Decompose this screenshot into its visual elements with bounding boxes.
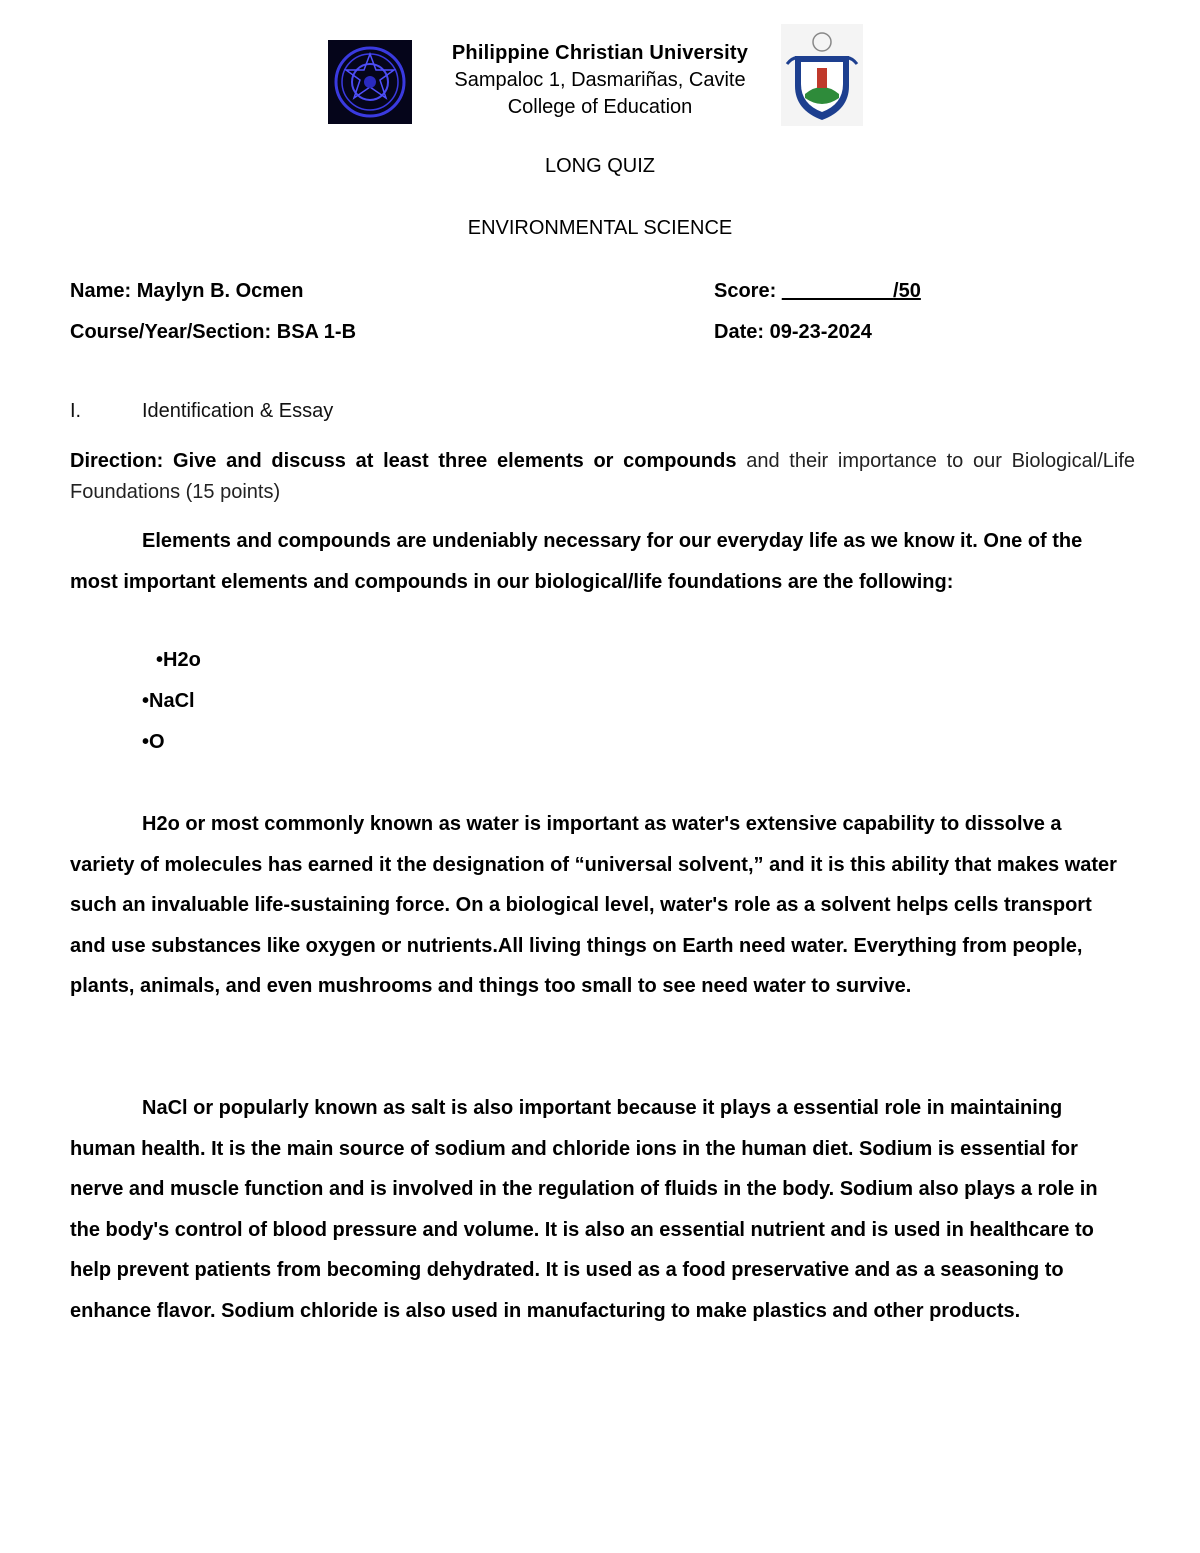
- score-label: Score:: [714, 280, 777, 302]
- quiz-title: LONG QUIZ: [544, 155, 655, 177]
- university-address: Sampaloc 1, Dasmariñas, Cavite: [454, 69, 746, 91]
- course-value: BSA 1-B: [276, 321, 357, 343]
- college-crest-icon: [781, 24, 863, 126]
- direction-rest: and their importance to our Biological/Life Foundations (15 points): [70, 450, 1135, 503]
- name-label: Name:: [70, 280, 132, 302]
- date-line: [714, 321, 872, 344]
- date-label: Date:: [714, 321, 765, 343]
- paragraph-nacl: NaCl or popularly known as salt is also important because it plays a essential role in maintaining human health. It is the main source of sodium and chloride ions in the human diet. Sodium is essential for nerve and muscle function and is involved in the regulation of fluids in the body. Sodium also plays a role in the body's control of blood pressure and volume. It is also an essential nutrient and is used in healthcare to help prevent patients from becoming dehydrated. It is used as a food preservative and as a seasoning to enhance flavor. Sodium chloride is also used in manufacturing to make plastics and other products.: [70, 1097, 1098, 1322]
- date-value: 09-23-2024: [769, 321, 872, 343]
- header-block: [420, 40, 780, 121]
- subject-title: ENVIRONMENTAL SCIENCE: [467, 217, 733, 239]
- course-line: [70, 321, 356, 344]
- direction-text: [70, 446, 1135, 508]
- course-label: Course/Year/Section:: [70, 321, 272, 343]
- answer-intro: Elements and compounds are undeniably necessary for our everyday life as we know it. One of the most important elements and compounds in our biological/life foundations are the following:: [70, 530, 1083, 593]
- score-line: [714, 280, 921, 303]
- name-line: [70, 280, 303, 303]
- college-name: College of Education: [507, 96, 693, 118]
- score-total: /50: [893, 280, 921, 302]
- university-name: Philippine Christian University: [451, 42, 749, 64]
- direction-label: Direction: Give and discuss at least three elements or compounds: [70, 450, 737, 472]
- section-number: I.: [70, 400, 82, 422]
- bullet-item: •H2o: [156, 649, 201, 671]
- section-heading: [70, 400, 333, 423]
- university-seal-icon: [328, 40, 412, 124]
- bullet-item: •NaCl: [142, 690, 195, 712]
- score-blank: __________: [781, 280, 894, 302]
- section-title: Identification & Essay: [142, 400, 334, 422]
- bullet-item: •O: [142, 731, 165, 753]
- name-value: Maylyn B. Ocmen: [136, 280, 304, 302]
- paragraph-h2o: H2o or most commonly known as water is important as water's extensive capability to dissolve a variety of molecules has earned it the designation of “universal solvent,” and it is this ability that makes water such an invaluable life-sustaining force. On a biological level, water's role as a solvent helps cells transport and use substances like oxygen or nutrients.All living things on Earth need water. Everything from people, plants, animals, and even mushrooms and things too small to see need water to survive.: [70, 813, 1117, 998]
